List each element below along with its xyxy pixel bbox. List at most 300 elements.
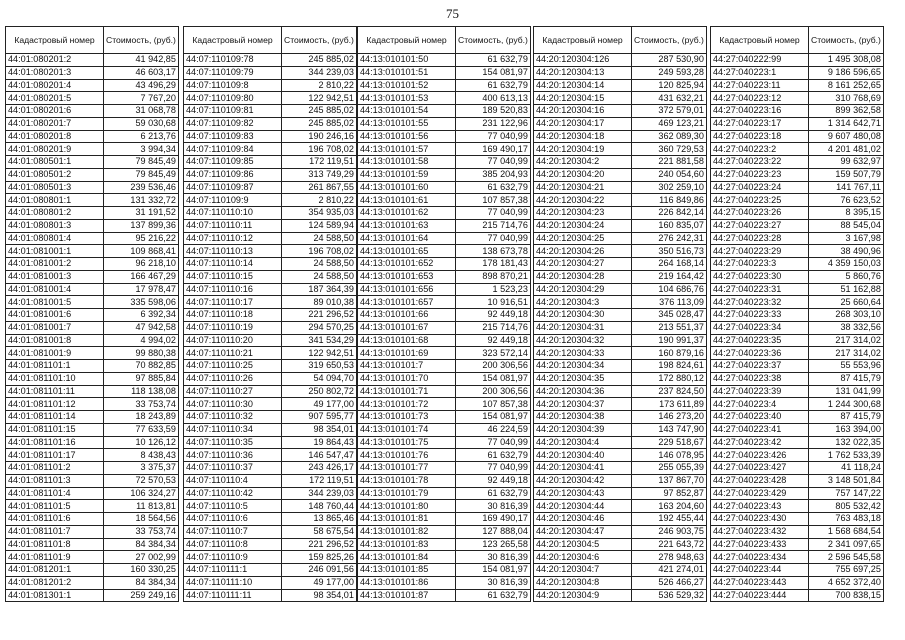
cost-cell: 7 767,20 — [104, 92, 179, 105]
cadastral-number-cell: 44:01:081001:2 — [6, 258, 104, 271]
cadastral-number-cell: 44:20:120304:5 — [534, 538, 632, 551]
table-row — [711, 194, 884, 207]
cost-cell: 5 860,76 — [809, 270, 884, 283]
cost-cell: 159 825,26 — [282, 551, 357, 564]
cost-cell: 98 354,01 — [282, 423, 357, 436]
table-row — [711, 309, 884, 322]
table-row — [6, 385, 179, 398]
cadastral-number-cell: 44:01:081001:3 — [6, 270, 104, 283]
cadastral-number-cell: 44:27:040223:18 — [711, 130, 809, 143]
cadastral-number-cell: 44:20:120304:44 — [534, 500, 632, 513]
table-row — [358, 258, 531, 271]
table-row — [534, 449, 707, 462]
cadastral-number-cell: 44:13:010101:87 — [358, 589, 456, 602]
table-row — [534, 385, 707, 398]
table-row — [711, 92, 884, 105]
cost-cell: 335 598,06 — [104, 296, 179, 309]
cost-cell: 87 415,79 — [809, 411, 884, 424]
table-row — [711, 385, 884, 398]
cost-cell: 118 138,08 — [104, 385, 179, 398]
cost-cell: 43 496,29 — [104, 79, 179, 92]
cadastral-number-cell: 44:13:010101:60 — [358, 181, 456, 194]
table-row — [184, 92, 357, 105]
cost-cell: 231 122,96 — [456, 117, 531, 130]
table-row — [711, 219, 884, 232]
table-row — [6, 474, 179, 487]
cadastral-number-cell: 44:01:081101:14 — [6, 411, 104, 424]
table-row — [6, 270, 179, 283]
cost-cell: 4 359 150,03 — [809, 258, 884, 271]
table-row — [6, 525, 179, 538]
cadastral-number-cell: 44:07:110109:8 — [184, 79, 282, 92]
table-row — [358, 105, 531, 118]
table-row — [711, 347, 884, 360]
cadastral-number-cell: 44:13:010101:61 — [358, 194, 456, 207]
cost-cell: 255 055,39 — [632, 462, 707, 475]
cadastral-number-cell: 44:20:120304:31 — [534, 321, 632, 334]
cost-cell: 319 650,53 — [282, 360, 357, 373]
cadastral-number-cell: 44:20:120304:25 — [534, 232, 632, 245]
cost-cell: 41 118,24 — [809, 462, 884, 475]
cadastral-number-cell: 44:27:040223:1 — [711, 66, 809, 79]
cadastral-number-cell: 44:13:010101:72 — [358, 398, 456, 411]
table-row — [711, 576, 884, 589]
cost-cell: 146 273,20 — [632, 411, 707, 424]
cadastral-number-cell: 44:07:110110:20 — [184, 334, 282, 347]
cadastral-number-cell: 44:27:040223:43 — [711, 500, 809, 513]
table-row — [358, 270, 531, 283]
table-row — [711, 334, 884, 347]
cost-cell: 116 849,86 — [632, 194, 707, 207]
table-row — [184, 258, 357, 271]
cadastral-number-cell: 44:27:040223:426 — [711, 449, 809, 462]
cadastral-number-cell: 44:20:120304:38 — [534, 411, 632, 424]
cadastral-number-cell: 44:01:081201:2 — [6, 576, 104, 589]
table-row — [6, 423, 179, 436]
table-row — [184, 66, 357, 79]
table-row — [711, 66, 884, 79]
cadastral-number-cell: 44:27:040223:25 — [711, 194, 809, 207]
table-row — [358, 309, 531, 322]
table-row — [6, 143, 179, 156]
cost-cell: 187 364,39 — [282, 283, 357, 296]
cadastral-number-cell: 44:01:080201:6 — [6, 105, 104, 118]
table-row — [358, 487, 531, 500]
table-row — [184, 232, 357, 245]
cadastral-number-cell: 44:20:120304:19 — [534, 143, 632, 156]
cadastral-number-cell: 44:13:010101:70 — [358, 372, 456, 385]
cost-cell: 237 824,50 — [632, 385, 707, 398]
table-row — [534, 296, 707, 309]
table-row — [534, 398, 707, 411]
cost-cell: 3 994,34 — [104, 143, 179, 156]
cadastral-number-cell: 44:20:120304:42 — [534, 474, 632, 487]
cost-cell: 97 885,84 — [104, 372, 179, 385]
cost-cell: 141 767,11 — [809, 181, 884, 194]
table-row — [184, 168, 357, 181]
table-row — [184, 283, 357, 296]
cadastral-number-cell: 44:13:010101:77 — [358, 462, 456, 475]
cost-cell: 213 551,37 — [632, 321, 707, 334]
table-row — [711, 321, 884, 334]
cost-cell: 264 168,14 — [632, 258, 707, 271]
table-row — [358, 360, 531, 373]
cost-cell: 190 246,16 — [282, 130, 357, 143]
cost-cell: 196 708,02 — [282, 245, 357, 258]
cadastral-number-cell: 44:20:120304:15 — [534, 92, 632, 105]
cadastral-number-cell: 44:13:010101:50 — [358, 54, 456, 67]
cost-cell: 24 588,50 — [282, 258, 357, 271]
cost-cell: 127 888,04 — [456, 525, 531, 538]
header-cost: Стоимость, (руб.) — [104, 27, 179, 54]
cadastral-number-cell: 44:07:110109:81 — [184, 105, 282, 118]
cost-cell: 354 935,03 — [282, 207, 357, 220]
cost-cell: 229 518,67 — [632, 436, 707, 449]
cadastral-number-cell: 44:07:110111:11 — [184, 589, 282, 602]
table-row — [6, 372, 179, 385]
cost-cell: 4 201 481,02 — [809, 143, 884, 156]
cost-cell: 160 330,25 — [104, 564, 179, 577]
table-row — [711, 360, 884, 373]
table-row — [184, 589, 357, 602]
table-row — [358, 513, 531, 526]
cadastral-number-cell: 44:07:110109:86 — [184, 168, 282, 181]
cadastral-number-cell: 44:07:110110:6 — [184, 513, 282, 526]
cost-cell: 122 942,51 — [282, 347, 357, 360]
cost-cell: 341 534,29 — [282, 334, 357, 347]
cost-cell: 268 303,10 — [809, 309, 884, 322]
cadastral-number-cell: 44:13:010101:69 — [358, 347, 456, 360]
cost-cell: 1 495 308,08 — [809, 54, 884, 67]
table-row — [358, 474, 531, 487]
cadastral-number-cell: 44:13:010101:79 — [358, 487, 456, 500]
table-row — [358, 347, 531, 360]
cost-cell: 137 899,36 — [104, 219, 179, 232]
cost-cell: 8 395,15 — [809, 207, 884, 220]
cadastral-number-cell: 44:07:110110:9 — [184, 551, 282, 564]
table-row — [711, 245, 884, 258]
table-row — [534, 487, 707, 500]
cadastral-number-cell: 44:27:040223:38 — [711, 372, 809, 385]
table-row — [6, 589, 179, 602]
table-row — [358, 245, 531, 258]
cadastral-number-cell: 44:13:010101:55 — [358, 117, 456, 130]
table-row — [358, 411, 531, 424]
cost-cell: 178 181,43 — [456, 258, 531, 271]
cadastral-number-cell: 44:13:010101:85 — [358, 564, 456, 577]
table-row — [358, 143, 531, 156]
cadastral-number-cell: 44:27:040223:40 — [711, 411, 809, 424]
cadastral-number-cell: 44:07:110110:36 — [184, 449, 282, 462]
table-row — [358, 156, 531, 169]
cost-cell: 25 660,64 — [809, 296, 884, 309]
cadastral-number-cell: 44:27:040223:28 — [711, 232, 809, 245]
page-number: 75 — [446, 6, 459, 21]
cadastral-number-cell: 44:01:081101:16 — [6, 436, 104, 449]
table-row — [184, 398, 357, 411]
table-row — [6, 551, 179, 564]
cost-cell: 1 314 642,71 — [809, 117, 884, 130]
cost-cell: 9 186 596,65 — [809, 66, 884, 79]
table-row — [6, 117, 179, 130]
cadastral-number-cell: 44:07:110110:12 — [184, 232, 282, 245]
cadastral-number-cell: 44:07:110110:18 — [184, 309, 282, 322]
cost-cell: 49 177,00 — [282, 398, 357, 411]
header-cost: Стоимость, (руб.) — [809, 27, 884, 54]
table-row — [6, 411, 179, 424]
table-row — [711, 398, 884, 411]
cost-cell: 46 224,59 — [456, 423, 531, 436]
cost-cell: 72 570,53 — [104, 474, 179, 487]
cadastral-number-cell: 44:27:040223:33 — [711, 309, 809, 322]
table-row — [6, 449, 179, 462]
table-row — [711, 143, 884, 156]
cost-cell: 215 714,76 — [456, 321, 531, 334]
table-row — [711, 54, 884, 67]
table-row — [184, 576, 357, 589]
cadastral-number-cell: 44:13:010101:74 — [358, 423, 456, 436]
cost-cell: 421 274,01 — [632, 564, 707, 577]
table-row — [358, 449, 531, 462]
cadastral-number-cell: 44:13:010101:66 — [358, 309, 456, 322]
cadastral-number-cell: 44:13:010101:653 — [358, 270, 456, 283]
cost-cell: 169 490,17 — [456, 513, 531, 526]
table-row — [534, 66, 707, 79]
cadastral-number-cell: 44:07:110110:19 — [184, 321, 282, 334]
table-row — [534, 474, 707, 487]
cost-cell: 6 213,76 — [104, 130, 179, 143]
cost-cell: 294 570,25 — [282, 321, 357, 334]
table-row — [184, 270, 357, 283]
cost-cell: 77 040,99 — [456, 156, 531, 169]
table-row — [358, 54, 531, 67]
table-row — [534, 219, 707, 232]
cost-cell: 350 516,73 — [632, 245, 707, 258]
table-row — [6, 347, 179, 360]
cadastral-number-cell: 44:01:080201:2 — [6, 54, 104, 67]
cadastral-number-cell: 44:01:081101:15 — [6, 423, 104, 436]
table-row — [6, 487, 179, 500]
cost-cell: 907 595,77 — [282, 411, 357, 424]
cost-cell: 245 885,02 — [282, 117, 357, 130]
table-row — [711, 462, 884, 475]
cadastral-number-cell: 44:13:010101:58 — [358, 156, 456, 169]
cadastral-number-cell: 44:01:080201:7 — [6, 117, 104, 130]
cost-cell: 757 147,22 — [809, 487, 884, 500]
cadastral-number-cell: 44:01:080801:1 — [6, 194, 104, 207]
table-row — [6, 538, 179, 551]
cost-cell: 154 081,97 — [456, 564, 531, 577]
cadastral-number-cell: 44:20:120304:40 — [534, 449, 632, 462]
table-row — [711, 474, 884, 487]
cost-cell: 160 879,16 — [632, 347, 707, 360]
cadastral-number-cell: 44:07:110110:26 — [184, 372, 282, 385]
table-row — [534, 423, 707, 436]
table-row — [711, 449, 884, 462]
cadastral-number-cell: 44:01:081101:3 — [6, 474, 104, 487]
cadastre-table-5 — [710, 26, 884, 602]
cost-cell: 323 572,14 — [456, 347, 531, 360]
cadastral-number-cell: 44:07:110109:78 — [184, 54, 282, 67]
cost-cell: 46 603,17 — [104, 66, 179, 79]
cadastral-number-cell: 44:13:010101:656 — [358, 283, 456, 296]
table-row — [184, 347, 357, 360]
cost-cell: 163 394,00 — [809, 423, 884, 436]
cost-cell: 131 332,72 — [104, 194, 179, 207]
cadastral-number-cell: 44:27:040223:41 — [711, 423, 809, 436]
table-row — [534, 309, 707, 322]
table-row — [358, 219, 531, 232]
table-row — [6, 436, 179, 449]
cadastral-number-cell: 44:07:110109:9 — [184, 194, 282, 207]
cadastral-number-cell: 44:01:081101:4 — [6, 487, 104, 500]
cadastral-number-cell: 44:20:120304:29 — [534, 283, 632, 296]
cadastral-number-cell: 44:13:010101:57 — [358, 143, 456, 156]
cadastral-number-cell: 44:20:120304:14 — [534, 79, 632, 92]
cost-cell: 79 845,49 — [104, 156, 179, 169]
table-row — [534, 168, 707, 181]
table-row — [358, 525, 531, 538]
cost-cell: 376 113,09 — [632, 296, 707, 309]
table-row — [184, 321, 357, 334]
cadastral-number-cell: 44:27:040223:35 — [711, 334, 809, 347]
cadastral-number-cell: 44:07:110110:15 — [184, 270, 282, 283]
cadastral-number-cell: 44:07:110110:16 — [184, 283, 282, 296]
header-cost: Стоимость, (руб.) — [456, 27, 531, 54]
table-row — [534, 79, 707, 92]
table-row — [711, 232, 884, 245]
cadastral-number-cell: 44:07:110110:25 — [184, 360, 282, 373]
cadastral-number-cell: 44:27:040223:3 — [711, 258, 809, 271]
cost-cell: 131 041,99 — [809, 385, 884, 398]
cost-cell: 1 568 684,54 — [809, 525, 884, 538]
cost-cell: 122 942,51 — [282, 92, 357, 105]
cadastral-number-cell: 44:27:040223:12 — [711, 92, 809, 105]
cadastral-number-cell: 44:27:040223:29 — [711, 245, 809, 258]
cost-cell: 154 081,97 — [456, 66, 531, 79]
cost-cell: 1 523,23 — [456, 283, 531, 296]
cost-cell: 469 123,21 — [632, 117, 707, 130]
table-row — [6, 66, 179, 79]
cadastral-number-cell: 44:01:081201:1 — [6, 564, 104, 577]
cost-cell: 17 978,47 — [104, 283, 179, 296]
cadastral-number-cell: 44:07:110109:79 — [184, 66, 282, 79]
cost-cell: 61 632,79 — [456, 449, 531, 462]
cadastral-number-cell: 44:27:040223:4 — [711, 398, 809, 411]
cadastral-number-cell: 44:07:110110:37 — [184, 462, 282, 475]
cost-cell: 89 010,38 — [282, 296, 357, 309]
cadastral-number-cell: 44:27:040223:428 — [711, 474, 809, 487]
table-row — [184, 181, 357, 194]
cadastral-number-cell: 44:01:081101:5 — [6, 500, 104, 513]
cadastral-number-cell: 44:27:040223:433 — [711, 538, 809, 551]
cadastral-number-cell: 44:07:110110:17 — [184, 296, 282, 309]
table-row — [184, 105, 357, 118]
table-row — [358, 130, 531, 143]
cost-cell: 146 078,95 — [632, 449, 707, 462]
table-row — [711, 296, 884, 309]
table-row — [6, 207, 179, 220]
cadastral-number-cell: 44:01:080801:3 — [6, 219, 104, 232]
cadastre-table-1 — [5, 26, 179, 602]
table-row — [711, 130, 884, 143]
cadastral-number-cell: 44:07:110110:27 — [184, 385, 282, 398]
table-row — [711, 423, 884, 436]
cost-cell: 61 632,79 — [456, 79, 531, 92]
cost-cell: 8 161 252,65 — [809, 79, 884, 92]
cadastral-number-cell: 44:07:110110:10 — [184, 207, 282, 220]
table-row — [534, 513, 707, 526]
cost-cell: 154 081,97 — [456, 411, 531, 424]
cadastral-number-cell: 44:07:110110:42 — [184, 487, 282, 500]
cost-cell: 8 438,43 — [104, 449, 179, 462]
cost-cell: 763 483,18 — [809, 513, 884, 526]
cost-cell: 41 942,85 — [104, 54, 179, 67]
cadastral-number-cell: 44:13:010101:54 — [358, 105, 456, 118]
cadastral-number-cell: 44:20:120304:2 — [534, 156, 632, 169]
cadastral-number-cell: 44:01:081101:7 — [6, 525, 104, 538]
cost-cell: 132 022,35 — [809, 436, 884, 449]
cadastral-number-cell: 44:13:010101:76 — [358, 449, 456, 462]
cost-cell: 250 802,72 — [282, 385, 357, 398]
cadastral-number-cell: 44:27:040223:24 — [711, 181, 809, 194]
cost-cell: 24 588,50 — [282, 270, 357, 283]
table-row — [184, 130, 357, 143]
cadastral-number-cell: 44:20:120304:37 — [534, 398, 632, 411]
table-row — [184, 564, 357, 577]
table-row — [6, 181, 179, 194]
cadastral-number-cell: 44:07:110110:11 — [184, 219, 282, 232]
table-row — [6, 564, 179, 577]
cadastral-number-cell: 44:13:010101:82 — [358, 525, 456, 538]
cadastral-number-cell: 44:01:081001:6 — [6, 309, 104, 322]
table-row — [534, 411, 707, 424]
cadastral-number-cell: 44:01:080501:1 — [6, 156, 104, 169]
cadastral-number-cell: 44:13:010101:84 — [358, 551, 456, 564]
cadastral-number-cell: 44:27:040223:429 — [711, 487, 809, 500]
cost-cell: 190 991,37 — [632, 334, 707, 347]
cadastral-number-cell: 44:20:120304:20 — [534, 168, 632, 181]
cost-cell: 104 686,76 — [632, 283, 707, 296]
cadastre-table-2 — [183, 26, 357, 602]
cost-cell: 13 865,46 — [282, 513, 357, 526]
table-row — [358, 283, 531, 296]
cost-cell: 148 760,44 — [282, 500, 357, 513]
cost-cell: 2 810,22 — [282, 79, 357, 92]
cadastral-number-cell: 44:20:120304:3 — [534, 296, 632, 309]
cost-cell: 221 296,52 — [282, 538, 357, 551]
cadastral-number-cell: 44:27:040223:432 — [711, 525, 809, 538]
cost-cell: 107 857,38 — [456, 194, 531, 207]
cadastral-number-cell: 44:01:081101:10 — [6, 372, 104, 385]
table-row — [358, 168, 531, 181]
cadastral-number-cell: 44:07:110110:34 — [184, 423, 282, 436]
cost-cell: 344 239,03 — [282, 487, 357, 500]
cadastral-number-cell: 44:27:040223:26 — [711, 207, 809, 220]
cost-cell: 200 306,56 — [456, 360, 531, 373]
table-row — [711, 372, 884, 385]
table-row — [358, 398, 531, 411]
cost-cell: 2 810,22 — [282, 194, 357, 207]
cost-cell: 3 148 501,84 — [809, 474, 884, 487]
cost-cell: 61 632,79 — [456, 589, 531, 602]
table-row — [184, 525, 357, 538]
cost-cell: 221 296,52 — [282, 309, 357, 322]
table-row — [711, 436, 884, 449]
cadastral-number-cell: 44:01:081001:8 — [6, 334, 104, 347]
cadastral-number-cell: 44:01:080201:8 — [6, 130, 104, 143]
cost-cell: 138 673,78 — [456, 245, 531, 258]
